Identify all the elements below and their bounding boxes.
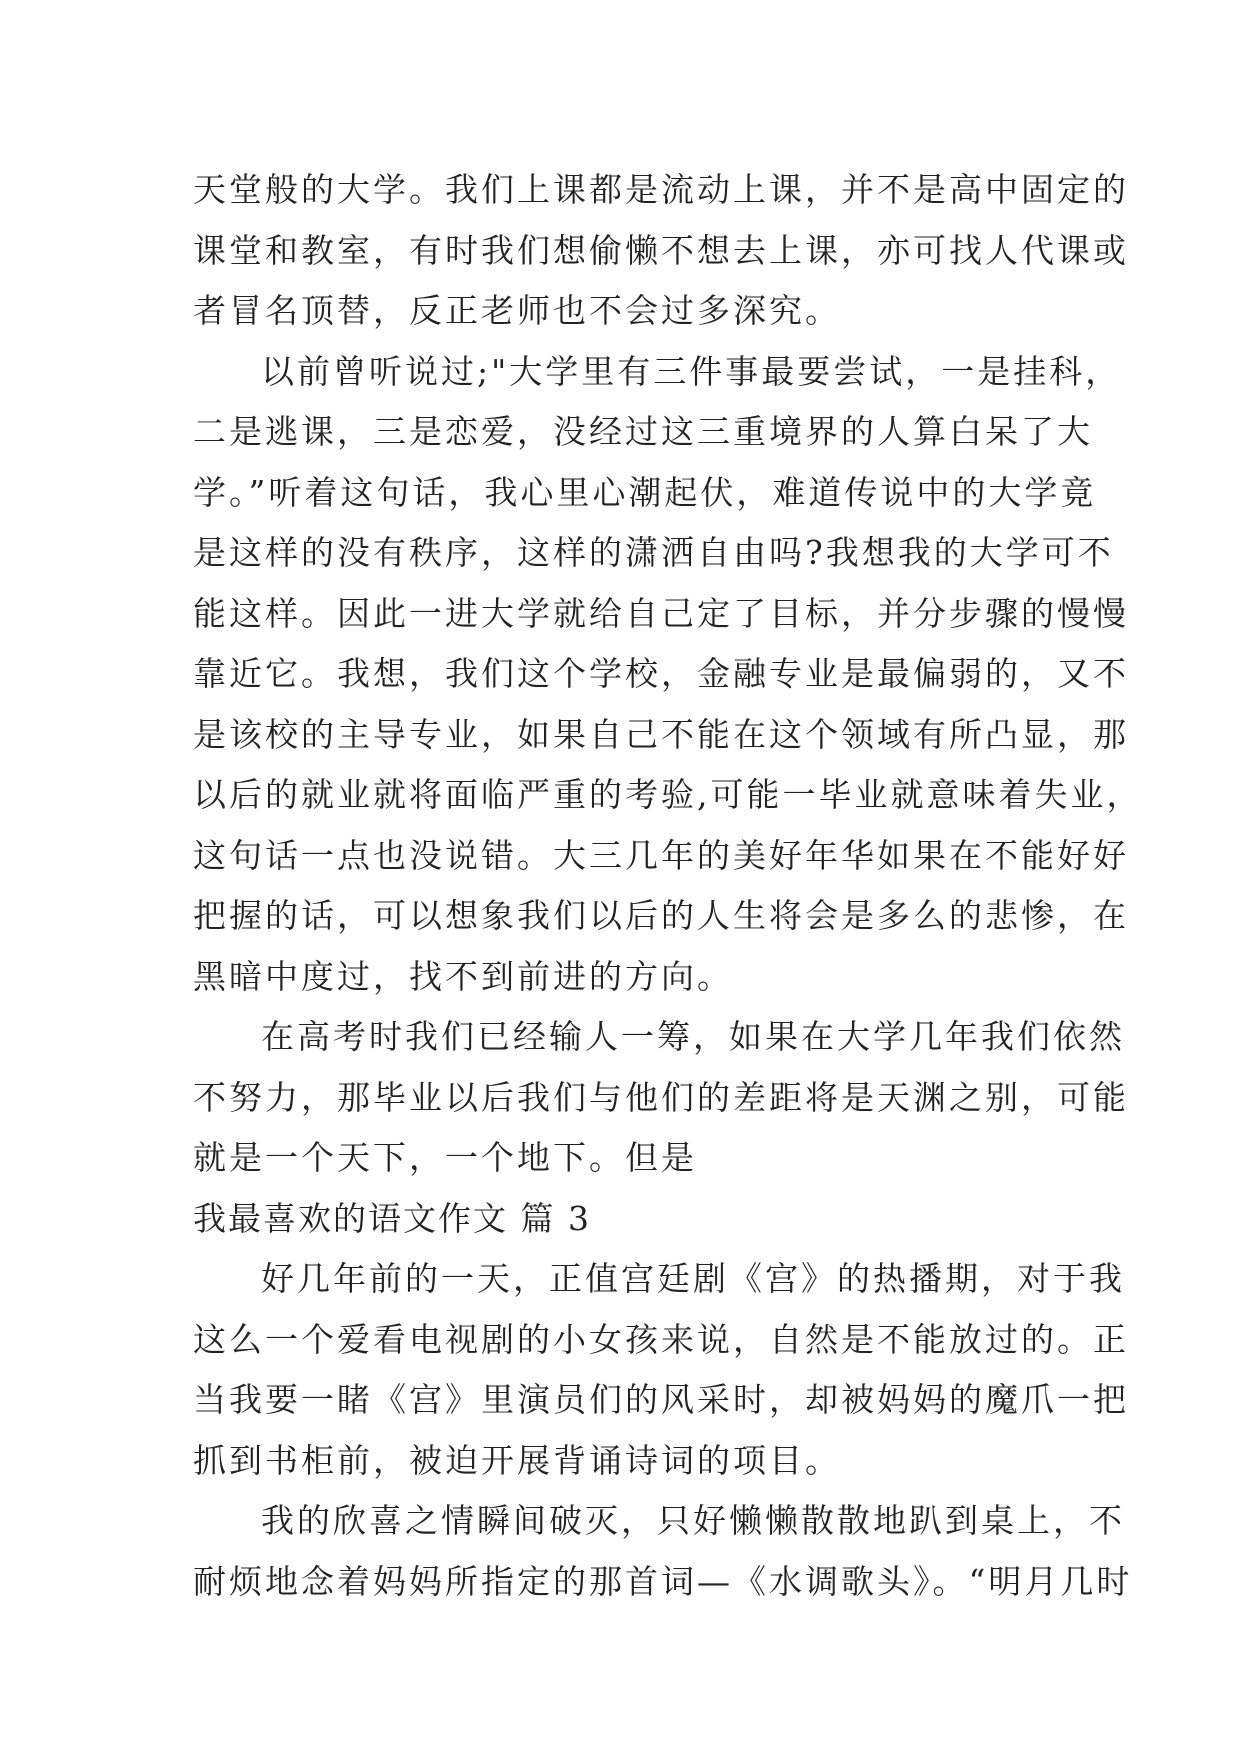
section-heading: 我最喜欢的语文作文 篇 3	[193, 1198, 591, 1238]
text-line: 课堂和教室，有时我们想偷懒不想去上课，亦可找人代课或	[193, 230, 1129, 270]
text-line: 这句话一点也没说错。大三几年的美好年华如果在不能好好	[193, 835, 1129, 875]
text-line: 我的欣喜之情瞬间破灭，只好懒懒散散地趴到桌上，不	[261, 1501, 1125, 1540]
text-line: 在高考时我们已经输人一筹，如果在大学几年我们依然	[261, 1017, 1125, 1056]
text-line: 以前曾听说过;"大学里有三件事最要尝试，一是挂科，	[261, 351, 1122, 391]
text-line: 是该校的主导专业，如果自己不能在这个领域有所凸显，那	[193, 714, 1129, 754]
document-body	[193, 160, 1143, 1612]
text-line: 学。”听着这句话，我心里心潮起伏，难道传说中的大学竟	[193, 472, 1097, 512]
text-line: 靠近它。我想，我们这个学校，金融专业是最偏弱的，又不	[193, 654, 1129, 693]
text-line: 就是一个天下，一个地下。但是	[193, 1138, 697, 1177]
text-line: 不努力，那毕业以后我们与他们的差距将是天渊之别，可能	[193, 1077, 1129, 1117]
text-line: 抓到书柜前，被迫开展背诵诗词的项目。	[193, 1440, 841, 1480]
text-line: 把握的话，可以想象我们以后的人生将会是多么的悲惨，在	[193, 896, 1129, 935]
text-line: 以后的就业就将面临严重的考验,可能一毕业就意味着失业，	[193, 775, 1143, 814]
text-line: 是这样的没有秩序，这样的潇洒自由吗?我想我的大学可不	[193, 533, 1114, 572]
text-line: 二是逃课，三是恋爱，没经过这三重境界的人算白呆了大	[193, 412, 1093, 451]
text-line: 当我要一睹《宫》里演员们的风采时，却被妈妈的魔爪一把	[193, 1380, 1129, 1419]
text-line: 耐烦地念着妈妈所指定的那首词—《水调歌头》。“明月几时	[193, 1561, 1133, 1601]
text-line: 好几年前的一天，正值宫廷剧《宫》的热播期，对于我	[261, 1259, 1125, 1298]
text-line: 这么一个爱看电视剧的小女孩来说，自然是不能放过的。正	[193, 1319, 1129, 1359]
text-line: 黑暗中度过，找不到前进的方向。	[193, 956, 733, 996]
text-line: 能这样。因此一进大学就给自己定了目标，并分步骤的慢慢	[193, 593, 1129, 633]
text-line: 天堂般的大学。我们上课都是流动上课，并不是高中固定的	[193, 170, 1129, 209]
text-line: 者冒名顶替，反正老师也不会过多深究。	[193, 291, 841, 330]
